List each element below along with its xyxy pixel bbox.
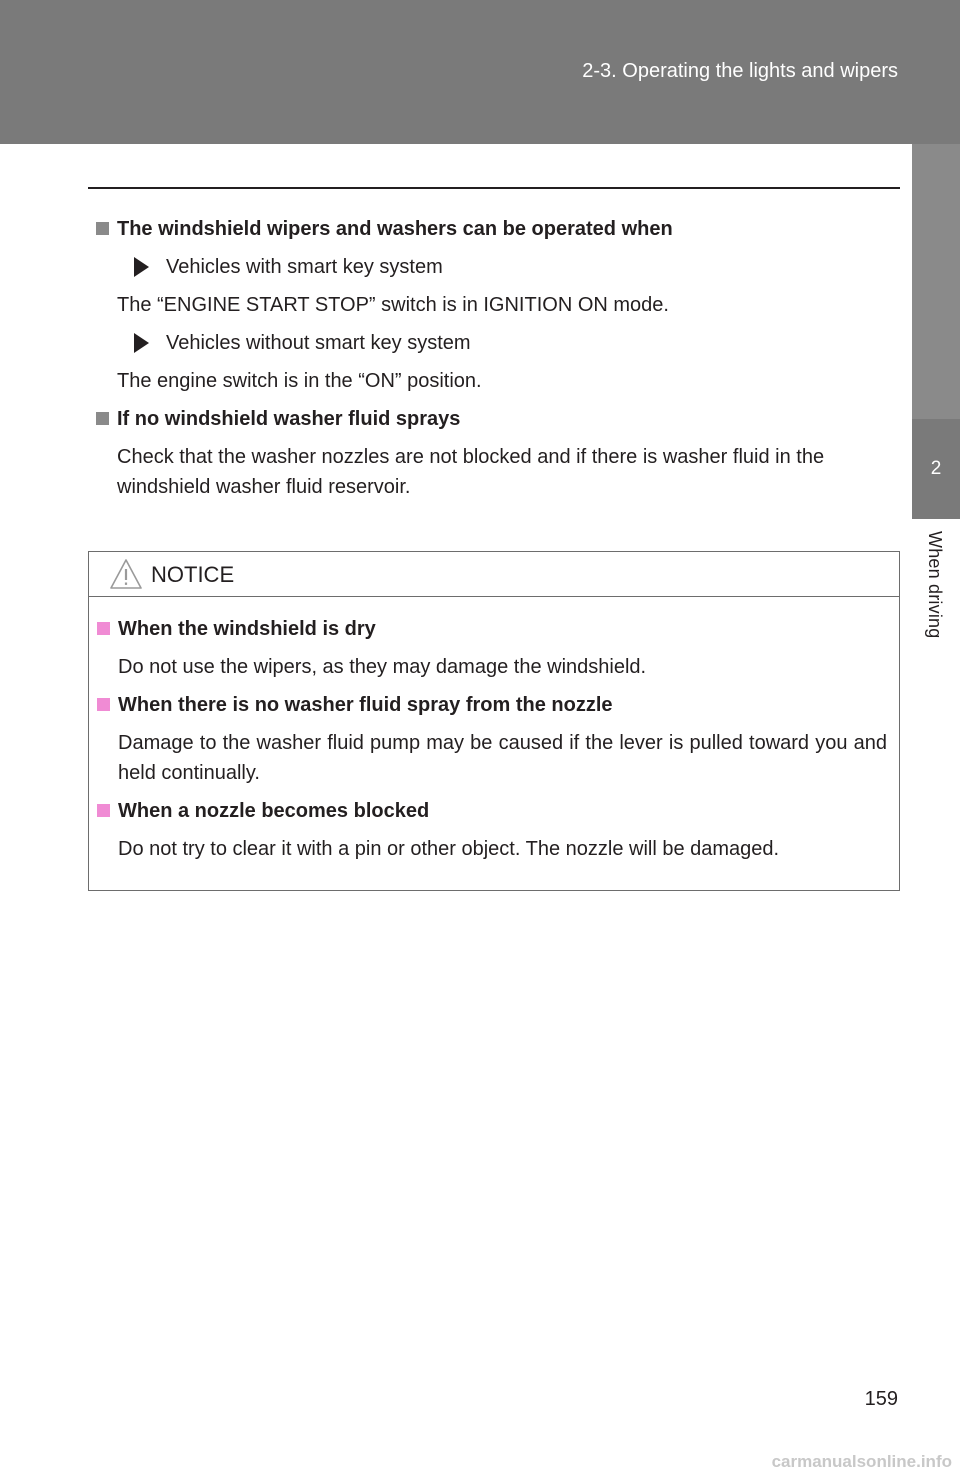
header-rule [88, 187, 900, 189]
condition-item [96, 328, 892, 358]
heading-text: If no windshield washer fluid sprays [117, 408, 461, 430]
condition-item [96, 252, 892, 282]
section-heading [96, 404, 892, 434]
notice-heading-text: When there is no washer fluid spray from the nozzle [118, 694, 613, 716]
notice-heading [97, 796, 887, 826]
notice-text: Do not try to clear it with a pin or other object. The nozzle will be damaged. [118, 838, 780, 860]
condition-label: Vehicles with smart key system [166, 256, 443, 278]
section-text: Check that the washer nozzles are not blocked and if there is washer fluid in the windshield washer fluid reservoir. [117, 446, 825, 498]
side-tab-label-box [912, 519, 960, 679]
side-tab-label: When driving [925, 531, 945, 639]
condition-label: Vehicles without smart key system [166, 332, 471, 354]
page-header [0, 0, 960, 144]
notice-text: Do not use the wipers, as they may damage the windshield. [118, 656, 647, 678]
arrow-icon [134, 257, 149, 277]
warning-triangle-icon [109, 558, 143, 590]
arrow-icon [134, 333, 149, 353]
page-number: 159 [864, 1388, 898, 1410]
section-heading [96, 214, 892, 244]
notice-body [97, 614, 887, 872]
condition-text: The engine switch is in the “ON” position. [117, 370, 482, 392]
notice-heading-text: When a nozzle becomes blocked [118, 800, 430, 822]
main-content [96, 214, 892, 510]
square-bullet-icon [97, 622, 110, 635]
square-bullet-icon [96, 412, 109, 425]
notice-title: NOTICE [151, 562, 235, 587]
notice-text: Damage to the washer fluid pump may be caused if the lever is pulled toward you and held continually. [118, 732, 887, 784]
side-tab-upper [912, 144, 960, 419]
watermark-text: carmanualsonline.info [771, 1452, 952, 1471]
side-tab-number: 2 [912, 419, 960, 519]
notice-heading [97, 690, 887, 720]
condition-text: The “ENGINE START STOP” switch is in IGNITION ON mode. [117, 294, 669, 316]
square-bullet-icon [97, 804, 110, 817]
notice-box [88, 551, 900, 891]
section-title: 2-3. Operating the lights and wipers [582, 60, 898, 82]
heading-text: The windshield wipers and washers can be operated when [117, 218, 673, 240]
notice-heading-text: When the windshield is dry [118, 618, 376, 640]
notice-header [89, 552, 899, 597]
square-bullet-icon [97, 698, 110, 711]
notice-heading [97, 614, 887, 644]
square-bullet-icon [96, 222, 109, 235]
